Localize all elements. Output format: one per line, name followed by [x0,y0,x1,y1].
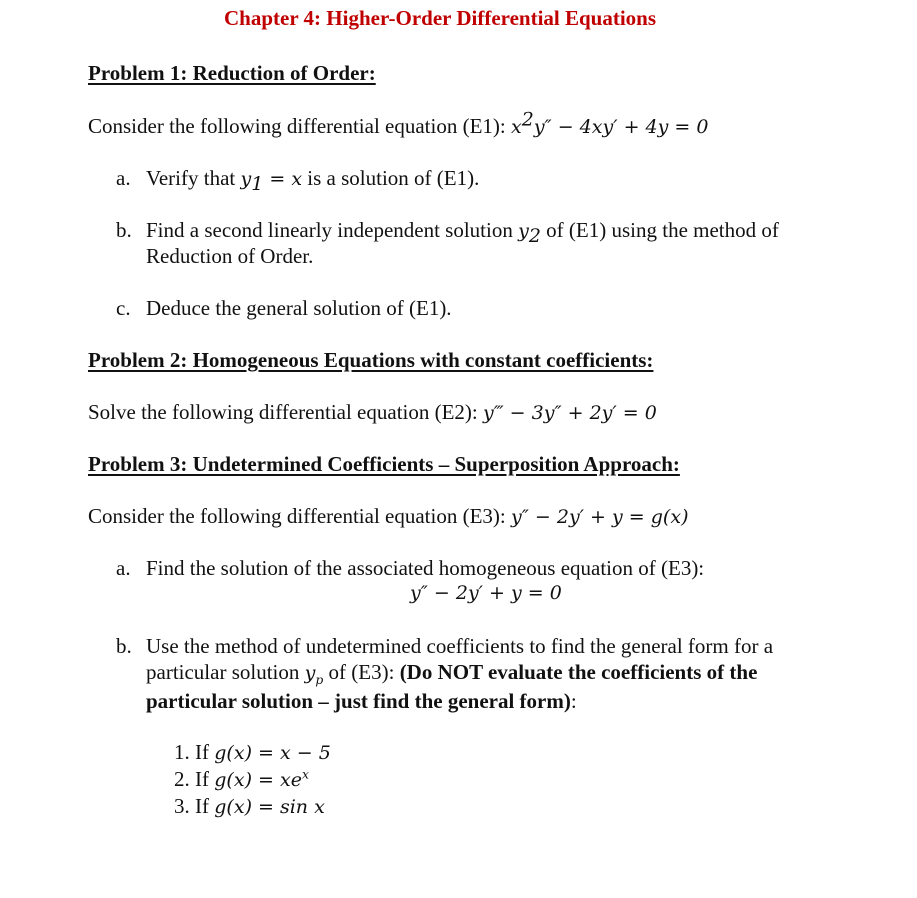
case-prefix: If [195,794,209,818]
homogeneous-equation: y″ − 2y′ + y = 0 [410,582,562,604]
equation-e3: y″ − 2y′ + y = g(x) [511,506,689,528]
particular-solution-yp: $y_p$ [304,662,324,687]
case-marker: 2. [174,767,190,791]
problem1-item-b-line2: Reduction of Order. [146,244,314,268]
case-2-equation: $g(x) = xe^x$ [214,767,309,791]
problem2-intro-text: Solve the following differential equation (E2): [88,400,478,424]
problem3-heading: Problem 3: Undetermined Coefficients – Superposition Approach: [88,452,680,476]
problem3-intro [88,504,688,529]
item-a-text-after: is a solution of (E1). [307,166,480,190]
item-b-text-before: Find a second linearly independent solution [146,218,513,242]
item-marker: b. [116,634,132,658]
case-3 [174,794,325,819]
item-marker: c. [116,296,131,320]
problem3-item-a [116,556,704,581]
item-marker: a. [116,166,131,190]
case-prefix: If [195,740,209,764]
chapter-name: Higher-Order Differential Equations [326,6,657,30]
solution-y2: $y_2$ [518,220,541,247]
problem1-intro [88,108,709,139]
case-marker: 1. [174,740,190,764]
problem3-intro-text: Consider the following differential equation (E3): [88,504,506,528]
case-2 [174,767,309,792]
problem1-intro-text: Consider the following differential equation (E1): [88,114,506,138]
case-prefix: If [195,767,209,791]
item-b-text-after: of (E1) using the method of [546,218,779,242]
problem1-item-a [116,166,480,195]
item-a-text-before: Verify that [146,166,236,190]
item-c-text: Deduce the general solution of (E1). [146,296,452,320]
chapter-title [224,6,656,31]
item-marker: a. [116,556,131,580]
item-a-text: Find the solution of the associated homogeneous equation of (E3): [146,556,705,580]
item-b-line2-before: particular solution [146,660,300,684]
equation-e2: y‴ − 3y″ + 2y′ = 0 [483,402,657,424]
problem3-item-b-line2 [146,660,757,685]
item-b-line2-after: of (E3): [328,660,395,684]
item-b-line3-bold: particular solution – just find the general form) [146,689,571,713]
equation-e1: $x^2y'' - 4xy' + 4y = 0$ [511,108,709,138]
case-marker: 3. [174,794,190,818]
item-marker: b. [116,218,132,242]
problem3-item-b [116,634,773,659]
problem1-item-b [116,218,779,247]
problem2-heading: Problem 2: Homogeneous Equations with constant coefficients: [88,348,654,372]
problem1-heading: Problem 1: Reduction of Order: [88,61,376,85]
case-3-equation: g(x) = sin x [214,796,325,818]
case-1 [174,740,331,765]
item-b-line3-end: : [570,689,577,713]
chapter-label: Chapter 4: [224,6,322,30]
item-b-line2-bold: (Do NOT evaluate the coefficients of the [399,660,758,684]
item-b-line1: Use the method of undetermined coefficients to find the general form for a [146,634,774,658]
solution-y1: $y_1 = x$ [240,168,303,195]
problem2-intro [88,400,657,425]
problem3-item-b-line3 [146,689,577,714]
problem1-item-c [116,296,452,321]
case-1-equation: g(x) = x − 5 [214,742,331,764]
